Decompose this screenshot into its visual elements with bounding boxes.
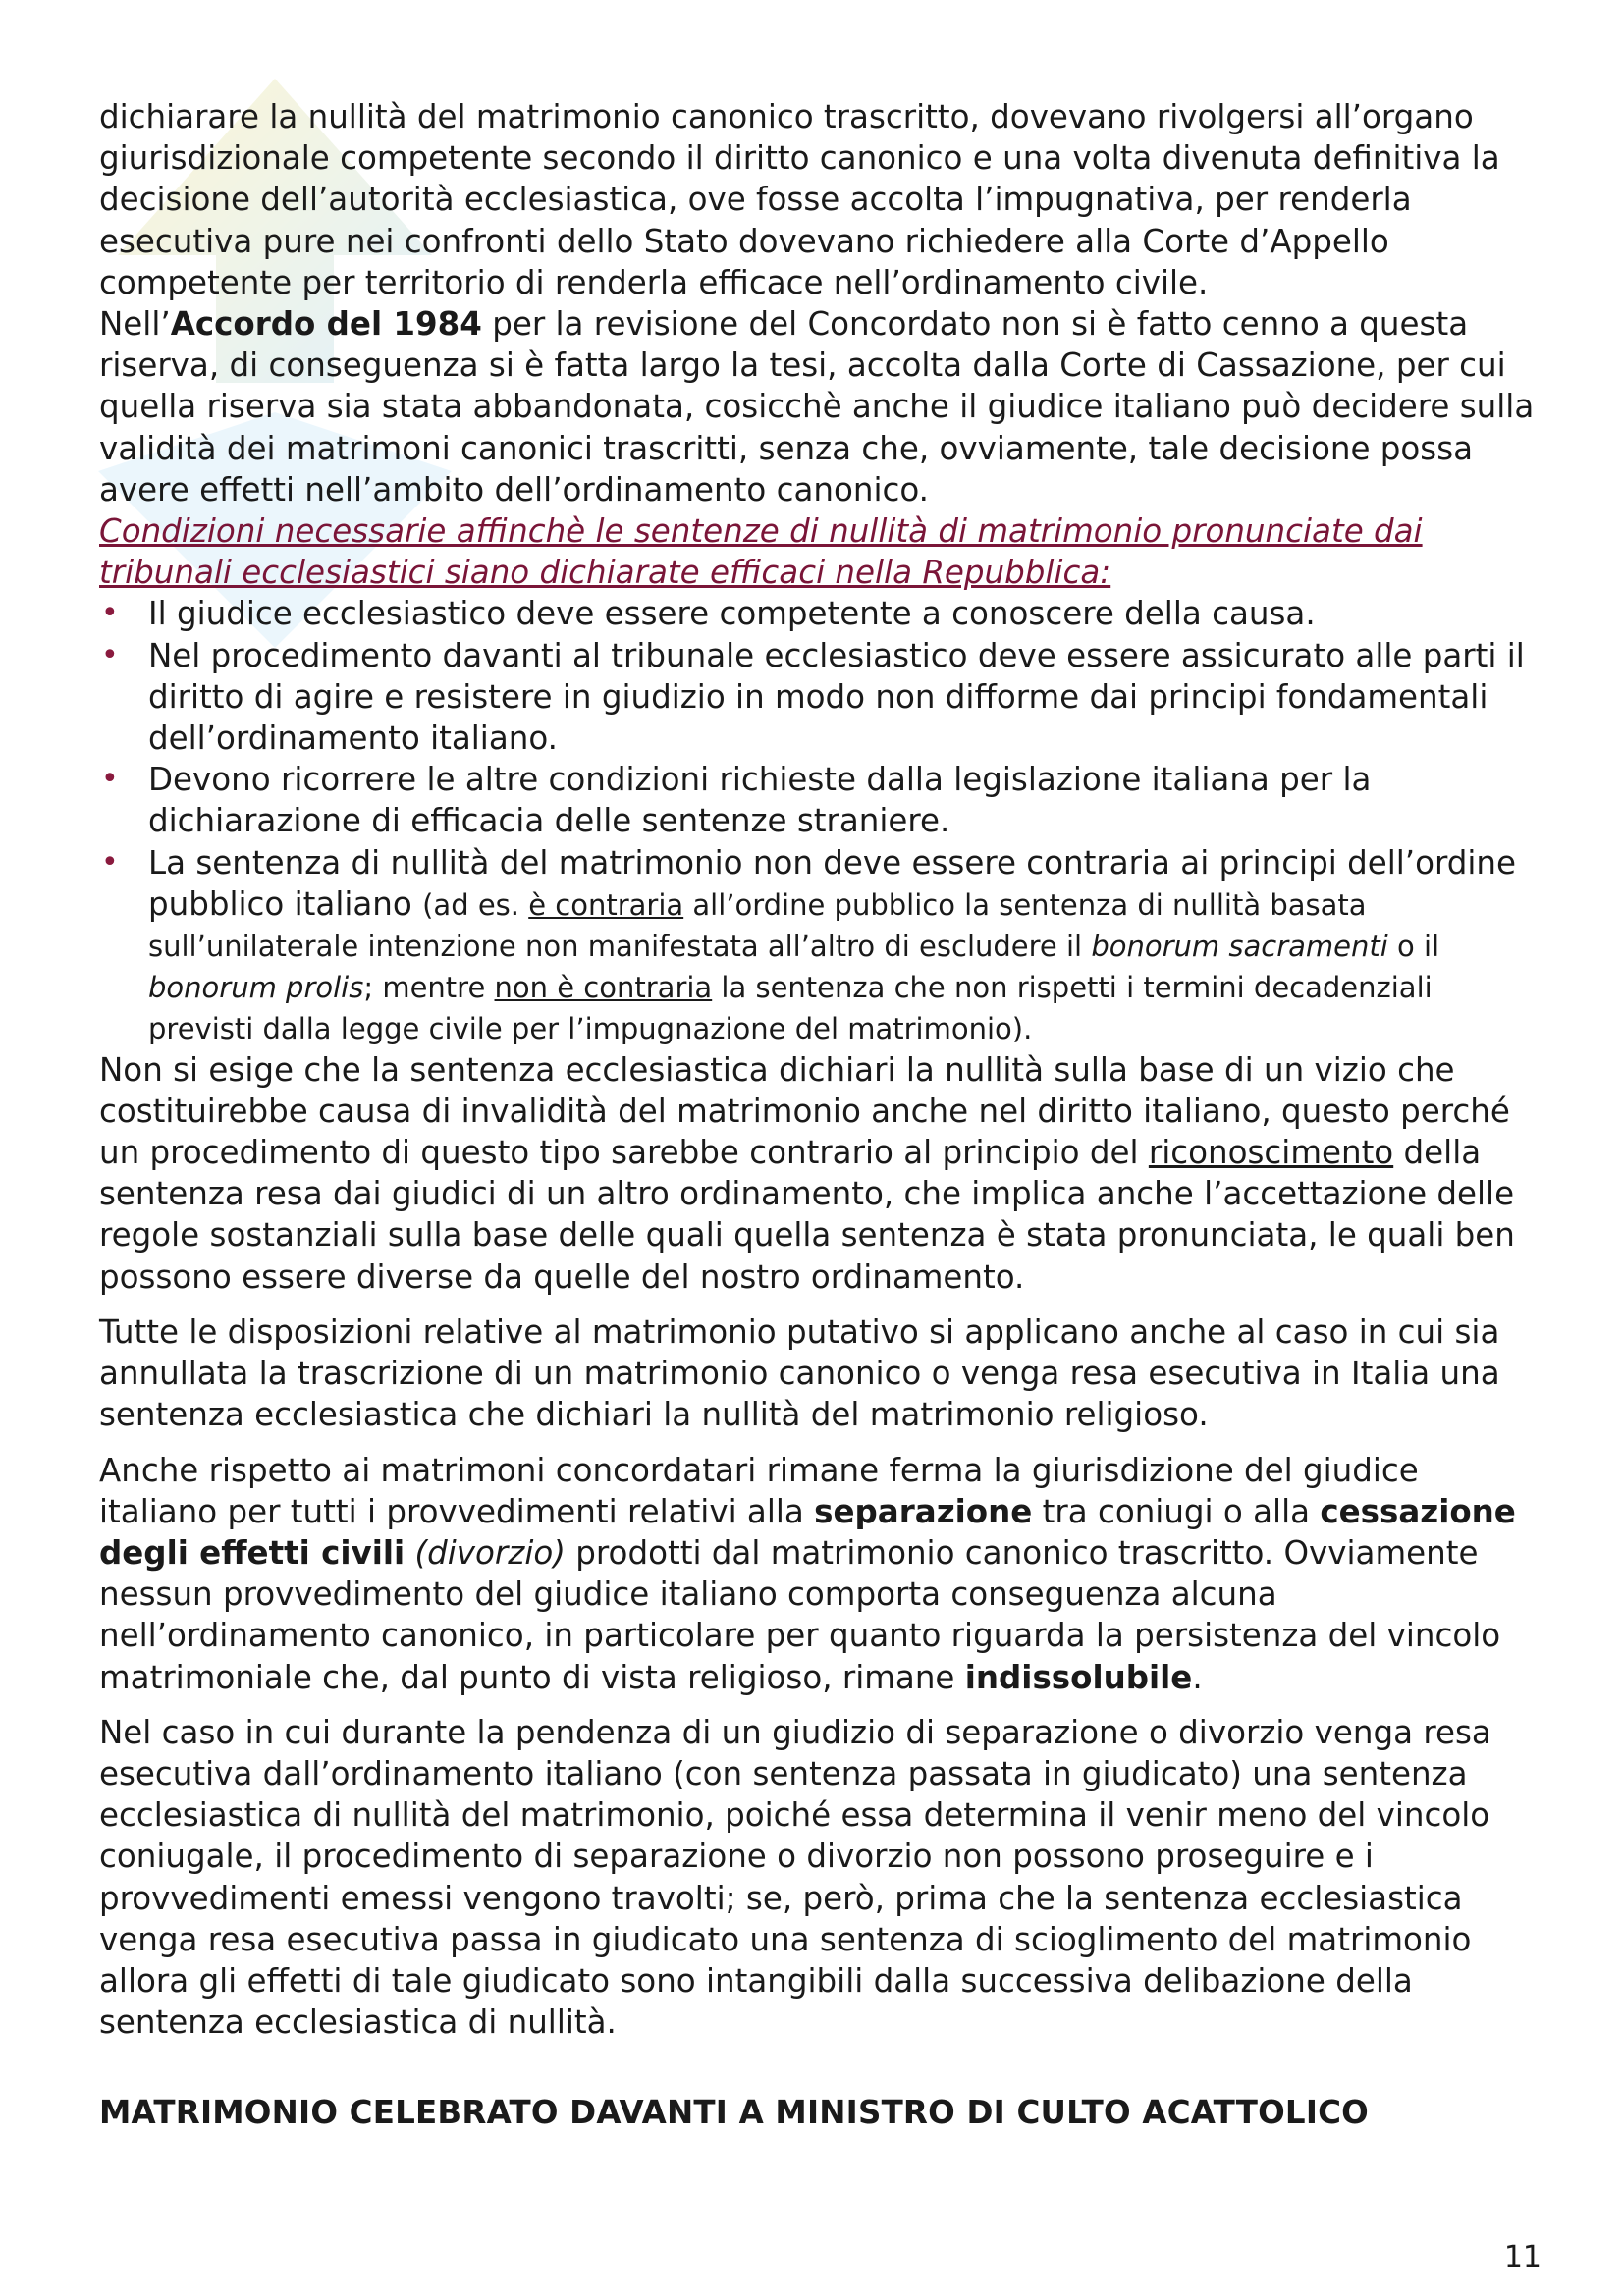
- example-note: (ad es. è contraria all’ordine pubblico la sentenza di nullità basata sull’unilaterale intenzione non manifestata all’altro di escludere il bonorum sacramenti o il bonorum prolis; mentre non è contraria la sentenza che non rispetti i termini decadenziali previsti dalla legge civile per l’impugnazione del matrimonio).: [148, 887, 1440, 1046]
- bullet-icon: •: [101, 762, 119, 797]
- list-item: • Il giudice ecclesiastico deve essere competente a conoscere della causa.: [99, 593, 1542, 634]
- list-item: • Devono ricorrere le altre condizioni richieste dalla legislazione italiana per la dichiarazione di efficacia delle sentenze straniere.: [101, 761, 1372, 840]
- bullet-icon: •: [101, 637, 119, 672]
- paragraph-riconoscimento: Non si esige che la sentenza ecclesiastica dichiari la nullità sulla base di un vizio che costituirebbe causa di invalidità del matrimonio anche nel diritto italiano, questo perché un procedimento di questo tipo sarebbe contrario al principio del riconoscimento della sentenza resa dai giudici di un altro ordinamento, che implica anche l’accettazione delle regole sostanziali sulla base delle quali quella sentenza è stata pronunciata, le quali ben possono essere diverse da quelle del nostro ordinamento.: [99, 1050, 1515, 1296]
- conditions-list: [99, 593, 1542, 1048]
- list-item: • La sentenza di nullità del matrimonio non deve essere contraria ai principi dell’ordine pubblico italiano (ad es. è contraria all’ordine pubblico la sentenza di nullità basata sull’unilaterale intenzione non manifestata all’altro di escludere il bonorum sacramenti o il bonorum prolis; mentre non è contraria la sentenza che non rispetti i termini decadenziali previsti dalla legge civile per l’impugnazione del matrimonio).: [101, 843, 1517, 1046]
- paragraph-accordo-1984: Nell’Accordo del 1984 per la revisione del Concordato non si è fatto cenno a questa riserva, di conseguenza si è fatta largo la tesi, accolta dalla Corte di Cassazione, per cui quella riserva sia stata abbandonata, cosicchè anche il giudice italiano può decidere sulla validità dei matrimoni canonici trascritti, senza che, ovviamente, tale decisione possa avere effetti nell’ambito dell’ordinamento canonico.: [99, 305, 1535, 508]
- paragraph-putativo: Tutte le disposizioni relative al matrimonio putativo si applicano anche al caso in cui sia annullata la trascrizione di un matrimonio canonico o venga resa esecutiva in Italia una sentenza ecclesiastica che dichiari la nullità del matrimonio religioso.: [99, 1312, 1500, 1434]
- paragraph-intro-1: dichiarare la nullità del matrimonio canonico trascritto, dovevano rivolgersi all’organo giurisdizionale competente secondo il diritto canonico e una volta divenuta definitiva la decisione dell’autorità ecclesiastica, ove fosse accolta l’impugnativa, per renderla esecutiva pure nei confronti dello Stato dovevano richiedere alla Corte d’Appello competente per territorio di renderla efficace nell’ordinamento civile.: [99, 98, 1500, 301]
- page-number: 11: [1503, 2240, 1542, 2274]
- paragraph-separazione: Anche rispetto ai matrimoni concordatari rimane ferma la giurisdizione del giudice italiano per tutti i provvedimenti relativi alla separazione tra coniugi o alla cessazione degli effetti civili (divorzio) prodotti dal matrimonio canonico trascritto. Ovviamente nessun provvedimento del giudice italiano comporta conseguenza alcuna nell’ordinamento canonico, in particolare per quanto riguarda la persistenza del vincolo matrimoniale che, dal punto di vista religioso, rimane indissolubile.: [99, 1451, 1516, 1696]
- section-title: MATRIMONIO CELEBRATO DAVANTI A MINISTRO DI CULTO ACATTOLICO: [99, 2094, 1369, 2132]
- accordo-1984-bold: Accordo del 1984: [170, 305, 482, 344]
- document-page: [99, 96, 1542, 2134]
- list-item: • Nel procedimento davanti al tribunale ecclesiastico deve essere assicurato alle parti il diritto di agire e resistere in giudizio in modo non difforme dai principi fondamentali dell’ordinamento italiano.: [101, 636, 1525, 758]
- conditions-heading: Condizioni necessarie affinchè le sentenze di nullità di matrimonio pronunciate dai tribunali ecclesiastici siano dichiarate efficaci nella Repubblica:: [99, 512, 1423, 592]
- bullet-icon: •: [101, 596, 119, 631]
- bullet-icon: •: [101, 844, 119, 880]
- paragraph-pendenza-giudizio: Nel caso in cui durante la pendenza di un giudizio di separazione o divorzio venga resa esecutiva dall’ordinamento italiano (con sentenza passata in giudicato) una sentenza ecclesiastica di nullità del matrimonio, poiché essa determina il venir meno del vincolo coniugale, il procedimento di separazione o divorzio non possono proseguire e i provvedimenti emessi vengono travolti; se, però, prima che la sentenza ecclesiastica venga resa esecutiva passa in giudicato una sentenza di scioglimento del matrimonio allora gli effetti di tale giudicato sono intangibili dalla successiva delibazione della sentenza ecclesiastica di nullità.: [99, 1713, 1491, 2042]
